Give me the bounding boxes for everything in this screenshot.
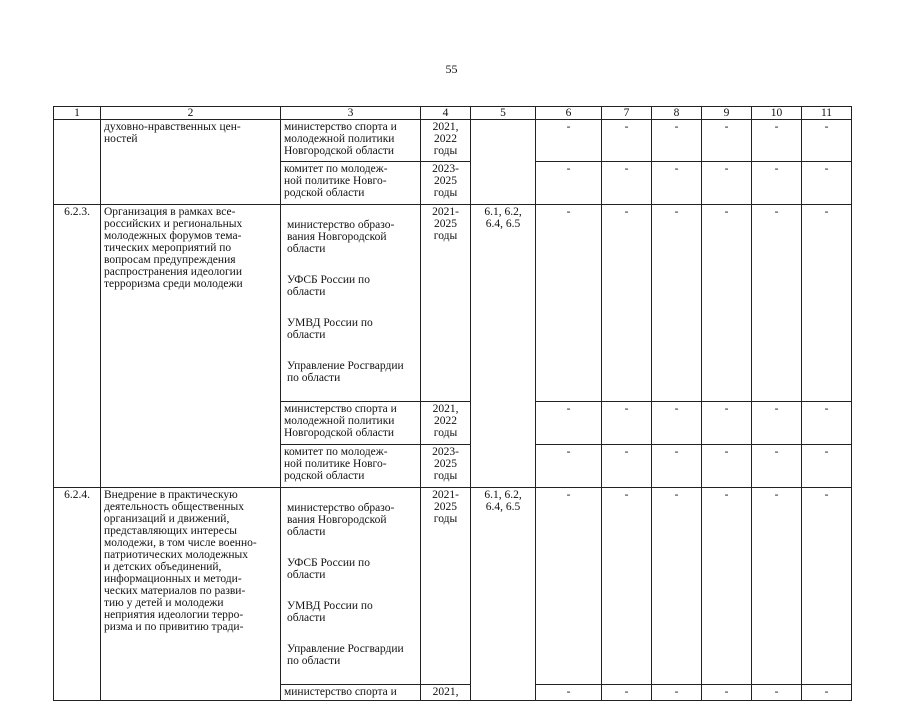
- responsible-org: министерство образо- вания Новгородской области: [287, 219, 395, 255]
- responsible-org: УФСБ России по области: [287, 274, 370, 298]
- column-number-7: 7: [602, 107, 652, 120]
- value-col-8: -: [652, 205, 702, 402]
- column-number-5: 5: [471, 107, 536, 120]
- responsible-orgs: [281, 205, 421, 402]
- value-col-11: -: [802, 488, 852, 685]
- value-col-7: -: [602, 685, 652, 701]
- target-indicators: 6.1, 6.2, 6.4, 6.5: [471, 205, 536, 488]
- item-number: 6.2.3.: [54, 205, 101, 488]
- value-col-8: -: [652, 162, 702, 205]
- responsible-org: министерство спорта и: [281, 685, 421, 701]
- period: 2021, 2022 годы: [421, 402, 471, 445]
- column-number-10: 10: [752, 107, 802, 120]
- responsible-orgs: [281, 488, 421, 685]
- item-description: духовно-нравственных цен- ностей: [101, 120, 281, 205]
- value-col-10: -: [752, 685, 802, 701]
- period: 2021- 2025 годы: [421, 488, 471, 685]
- value-col-6: -: [536, 205, 602, 402]
- value-col-11: -: [802, 685, 852, 701]
- header-row: [54, 107, 852, 120]
- responsible-org: комитет по молодеж- ной политике Новго- родской области: [281, 162, 421, 205]
- item-number: [54, 120, 101, 205]
- period: 2021, 2022 годы: [421, 120, 471, 162]
- value-col-8: -: [652, 488, 702, 685]
- page-number: 55: [445, 62, 458, 76]
- value-col-9: -: [702, 445, 752, 488]
- item-description: Организация в рамках все- российских и региональных молодежных форумов тема- тических мероприятий по вопросам предупреждения распространения идеологии терроризма среди молодежи: [101, 205, 281, 488]
- table-row: [54, 120, 852, 162]
- target-indicators: [471, 120, 536, 205]
- target-indicators: 6.1, 6.2, 6.4, 6.5: [471, 488, 536, 701]
- value-col-11: -: [802, 162, 852, 205]
- value-col-9: -: [702, 162, 752, 205]
- value-col-9: -: [702, 685, 752, 701]
- column-number-2: 2: [101, 107, 281, 120]
- value-col-11: -: [802, 120, 852, 162]
- item-description: Внедрение в практическую деятельность общественных организаций и движений, представляющих интересы молодежи, в том числе военно- патриотических молодежных и детских объединений, информационных и методи- ческих материалов по разви- тию у детей и молодежи неприятия идеологии терро- ризма и по привитию тради-: [101, 488, 281, 701]
- value-col-10: -: [752, 120, 802, 162]
- value-col-6: -: [536, 445, 602, 488]
- value-col-6: -: [536, 162, 602, 205]
- responsible-org: УМВД России по области: [287, 600, 373, 624]
- column-number-11: 11: [802, 107, 852, 120]
- value-col-9: -: [702, 488, 752, 685]
- responsible-org: Управление Росгвардии по области: [287, 360, 404, 384]
- value-col-9: -: [702, 120, 752, 162]
- activities-table: [53, 106, 852, 701]
- value-col-10: -: [752, 445, 802, 488]
- value-col-10: -: [752, 402, 802, 445]
- period: 2023- 2025 годы: [421, 445, 471, 488]
- period: 2023- 2025 годы: [421, 162, 471, 205]
- value-col-10: -: [752, 205, 802, 402]
- responsible-org: министерство спорта и молодежной политики Новгородской области: [281, 120, 421, 162]
- value-col-11: -: [802, 205, 852, 402]
- value-col-7: -: [602, 205, 652, 402]
- table-row: [54, 488, 852, 685]
- period: 2021- 2025 годы: [421, 205, 471, 402]
- value-col-10: -: [752, 488, 802, 685]
- value-col-7: -: [602, 488, 652, 685]
- responsible-org: комитет по молодеж- ной политике Новго- родской области: [281, 445, 421, 488]
- responsible-org: министерство образо- вания Новгородской области: [287, 502, 395, 538]
- column-number-8: 8: [652, 107, 702, 120]
- value-col-8: -: [652, 685, 702, 701]
- column-number-1: 1: [54, 107, 101, 120]
- value-col-11: -: [802, 445, 852, 488]
- value-col-7: -: [602, 162, 652, 205]
- value-col-9: -: [702, 402, 752, 445]
- value-col-6: -: [536, 488, 602, 685]
- value-col-8: -: [652, 402, 702, 445]
- value-col-10: -: [752, 162, 802, 205]
- value-col-6: -: [536, 685, 602, 701]
- column-number-4: 4: [421, 107, 471, 120]
- value-col-9: -: [702, 205, 752, 402]
- column-number-6: 6: [536, 107, 602, 120]
- responsible-org: Управление Росгвардии по области: [287, 643, 404, 667]
- period: 2021,: [421, 685, 471, 701]
- responsible-org: УМВД России по области: [287, 317, 373, 341]
- item-number: 6.2.4.: [54, 488, 101, 701]
- value-col-11: -: [802, 402, 852, 445]
- responsible-org: УФСБ России по области: [287, 557, 370, 581]
- value-col-6: -: [536, 120, 602, 162]
- responsible-org: министерство спорта и молодежной политики Новгородской области: [281, 402, 421, 445]
- value-col-6: -: [536, 402, 602, 445]
- column-number-3: 3: [281, 107, 421, 120]
- value-col-7: -: [602, 120, 652, 162]
- value-col-7: -: [602, 445, 652, 488]
- column-number-9: 9: [702, 107, 752, 120]
- value-col-8: -: [652, 120, 702, 162]
- value-col-7: -: [602, 402, 652, 445]
- table-row: [54, 205, 852, 402]
- value-col-8: -: [652, 445, 702, 488]
